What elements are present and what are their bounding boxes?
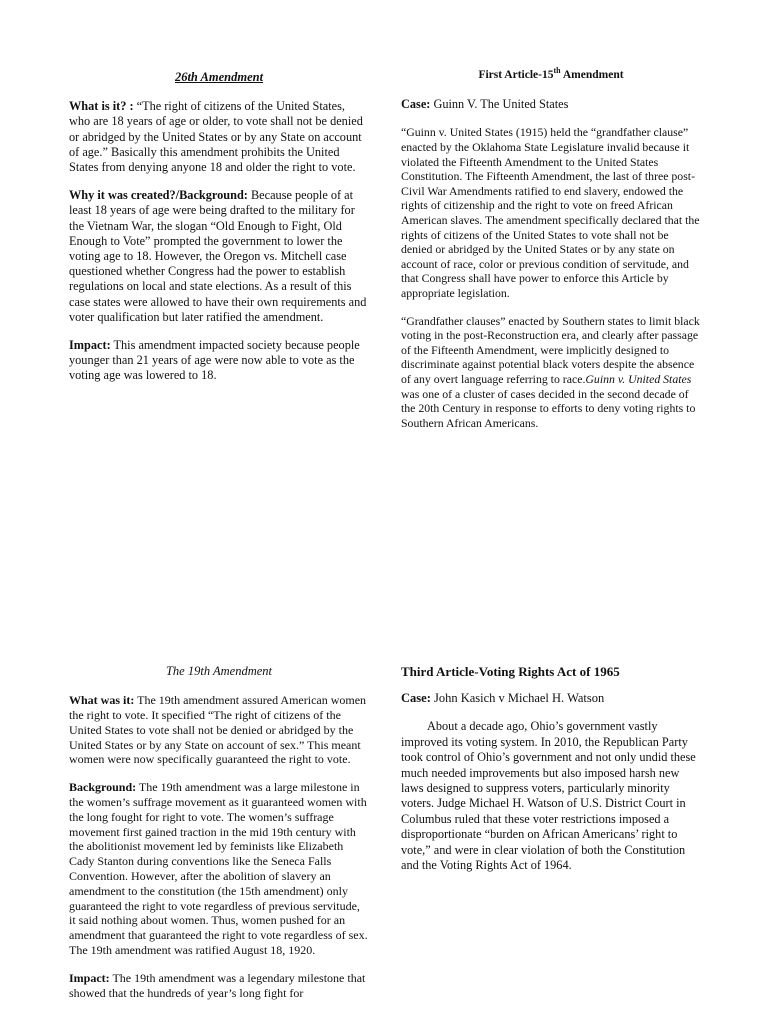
- ohio-paragraph: About a decade ago, Ohio’s government vastly improved its voting system. In 2010, the Republican Party took control of Ohio’s government and not only undid these much needed improvements but also imposed harsh new laws designed to suppress voters, particularly minority voters. Judge Michael H. Watson of U.S. District Court in Columbus ruled that these voter restrictions imposed a disproportionate “burden on African Americans’ right to vote,” and were in clear violation of both the Constitution and the Voting Rights Act of 1964.: [401, 719, 696, 873]
- case-paragraph: [401, 97, 701, 112]
- why-label: Why it was created?/Background:: [69, 188, 248, 203]
- what-label: What is it? :: [69, 99, 134, 114]
- impact-label: Impact:: [69, 338, 111, 353]
- background-label: Background:: [69, 780, 137, 795]
- what-text: The 19th amendment assured American women the right to vote. It specified “The right of citizens of the United States to vote shall not be denied or abridged by the United States or by any State on account of sex.” This meant women were now specifically guaranteed the right to vote.: [69, 693, 367, 767]
- section-19th-amendment: [69, 664, 369, 1013]
- grandfather-text: “Grandfather clauses” enacted by Southern states to limit black voting in the post-Reconstruction era, and clearly after passage of the Fifteenth Amendment, were implicitly designed to discriminate against potential black voters despite the absence of any overt language referring to race.: [401, 313, 700, 386]
- impact-label: Impact:: [69, 970, 110, 985]
- background-paragraph: [69, 780, 369, 958]
- background-text: The 19th amendment was a large milestone in the women’s suffrage movement as it guaranteed women with the long fought for right to vote. The women’s suffrage movement first gained traction in the mid 19th century with the abolitionist movement led by feminists like Elizabeth Cady Stanton during conventions like the Seneca Falls Convention. However, after the abolition of slavery an amendment to the constitution (the 15th amendment) only guaranteed the right to vote regardless of previous servitude, it said nothing about women. Thus, women pushed for an amendment that guaranteed the right to vote regardless of sex. The 19th amendment was ratified August 18, 1920.: [69, 780, 368, 957]
- grandfather-text-end: was one of a cluster of cases decided in the second decade of the 20th Century in response to efforts to deny voting rights to Southern African Americans.: [401, 386, 696, 430]
- case-text: John Kasich v Michael H. Watson: [430, 691, 605, 706]
- what-label: What was it:: [69, 693, 135, 708]
- impact-paragraph: [69, 971, 369, 1001]
- what-text: “The right of citizens of the United States, who are 18 years of age or older, to vote shall not be denied or abridged by the United States or by any State on account of age.” Basically this amendment prohibits the United States from denying anyone 18 and older the right to vote.: [69, 99, 363, 175]
- section-voting-rights-act: [401, 664, 701, 886]
- case-label: Case:: [401, 691, 431, 706]
- title-superscript: th: [553, 66, 561, 76]
- section-15th-amendment: [401, 68, 701, 443]
- why-text: Because people of at least 18 years of age were being drafted to the military for the Vietnam War, the slogan “Old Enough to Fight, Old Enough to Vote” prompted the government to lower the voting age to 18. However, the Oregon vs. Mitchell case questioned whether Congress had the power to establish regulations on local and state elections. As a result of this case states were allowed to have their own requirements and voter qualification but later ratified the amendment.: [69, 188, 367, 324]
- what-paragraph: [69, 99, 369, 175]
- section-title: The 19th Amendment: [165, 664, 272, 678]
- section-title: [401, 68, 701, 83]
- section-26th-amendment: [69, 70, 369, 397]
- title-prefix: First Article-15: [478, 69, 554, 81]
- impact-paragraph: [69, 338, 369, 384]
- section-title: Third Article-Voting Rights Act of 1965: [401, 664, 620, 679]
- section-title: 26th Amendment: [174, 70, 264, 84]
- why-paragraph: [69, 188, 369, 325]
- impact-text: The 19th amendment was a legendary milestone that showed that the hundreds of year’s long fight for: [69, 970, 366, 1000]
- grandfather-paragraph: [401, 314, 701, 431]
- case-label: Case:: [401, 97, 431, 112]
- guinn-paragraph: “Guinn v. United States (1915) held the “grandfather clause” enacted by the Oklahoma State Legislature invalid because it violated the Fifteenth Amendment to the United States Constitution. The Fifteenth Amendment, the last of three post-Civil War Amendments ratified to end slavery, endowed the rights of citizenship and the right to vote on freed African American slaves. The amendment specifically declared that the rights of citizens of the United States to vote shall not be denied or abridged by the United States or by any state on account of race, color or previous condition of servitude, and that Congress shall have power to enforce this Article by appropriate legislation.: [401, 125, 700, 300]
- impact-text: This amendment impacted society because people younger than 21 years of age were now able to vote as the voting age was lowered to 18.: [69, 338, 360, 383]
- title-suffix: Amendment: [560, 69, 624, 81]
- case-name-italic: Guinn v. United States: [585, 371, 692, 386]
- case-text: Guinn V. The United States: [430, 97, 569, 112]
- what-paragraph: [69, 693, 369, 767]
- case-paragraph: [401, 691, 701, 706]
